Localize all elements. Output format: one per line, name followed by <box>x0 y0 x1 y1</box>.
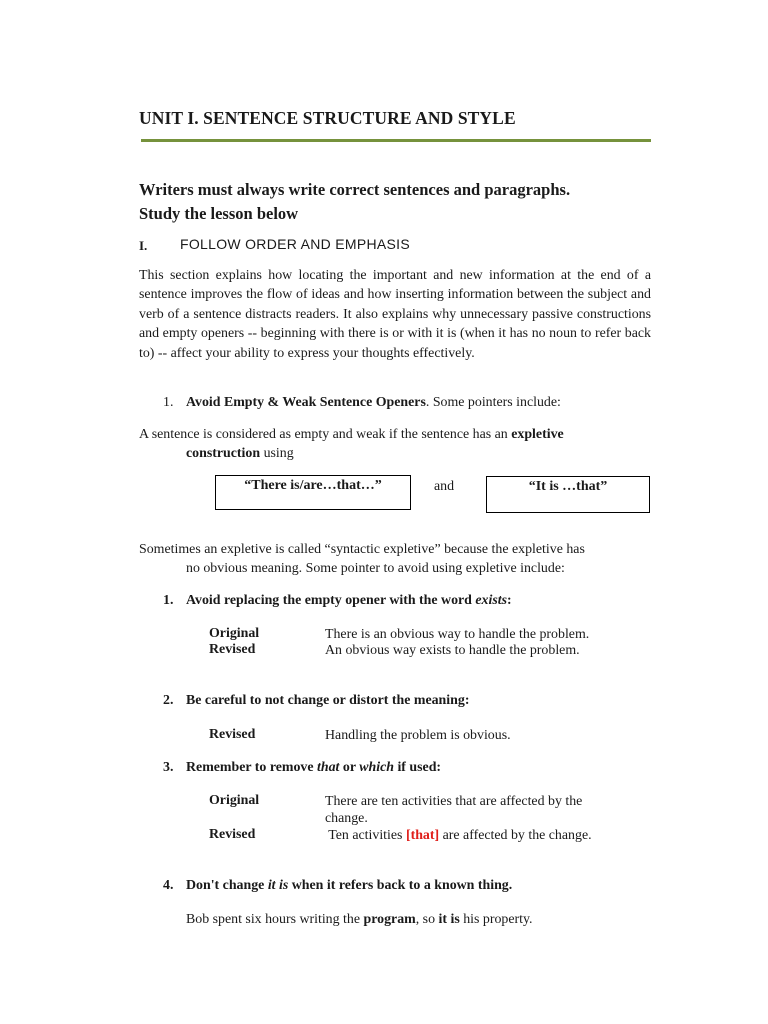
subheading-line-2: Study the lesson below <box>139 204 299 223</box>
expletive-line-1 <box>139 427 564 443</box>
example-text-pre: Ten activities <box>325 828 406 843</box>
rule-1-heading-post: : <box>507 593 512 608</box>
item-1-number: 1. <box>163 395 174 410</box>
expletive-term: expletive <box>511 427 564 442</box>
rule-4-example-post: his property. <box>459 912 533 927</box>
rule-4-number: 4. <box>163 878 174 893</box>
rule-3-heading-em2: which <box>359 760 394 775</box>
rule-1-number: 1. <box>163 593 174 608</box>
item-1-heading: Avoid Empty & Weak Sentence Openers <box>186 395 426 410</box>
expletive-box-there-is: “There is/are…that…” <box>215 475 411 510</box>
example-label: Revised <box>209 642 256 657</box>
subheading <box>139 178 699 226</box>
example-text: There are ten activities that are affected by the change. <box>325 794 583 826</box>
construction-term: construction <box>186 446 261 461</box>
rule-4-heading-em: it is <box>267 878 289 893</box>
example-text: Handling the problem is obvious. <box>325 728 511 743</box>
rule-3-heading-post: if used: <box>393 760 442 775</box>
syntactic-line-2: no obvious meaning. Some pointer to avoid using expletive include: <box>186 561 565 576</box>
rule-3-number: 3. <box>163 760 174 775</box>
section-title: FOLLOW ORDER AND EMPHASIS <box>180 236 410 252</box>
rule-2-number: 2. <box>163 693 174 708</box>
example-label: Original <box>209 626 260 641</box>
rule-4-heading-post: when it refers back to a known thing. <box>288 878 513 893</box>
item-1 <box>186 395 561 411</box>
rule-1-heading-pre: Avoid replacing the empty opener with the word <box>186 593 476 608</box>
intro-paragraph: This section explains how locating the important and new information at the end of a sentence improves the flow of ideas and how inserting information between the subject and verb of a sentence distracts readers. It also explains why unnecessary passive constructions and empty openers -- beginning with there is or with it is (when it has no noun to refer back to) -- affect your ability to express your thoughts effectively. <box>139 268 651 361</box>
section-number: I. <box>139 238 148 253</box>
syntactic-line-1: Sometimes an expletive is called “syntactic expletive” because the expletive has <box>139 542 585 557</box>
rule-4-example-pre: Bob spent six hours writing the <box>186 912 364 927</box>
title-divider <box>141 139 651 142</box>
rule-3-heading-em1: that <box>317 760 340 775</box>
example-text: An obvious way exists to handle the problem. <box>325 643 580 658</box>
rule-1-heading-em: exists <box>475 593 508 608</box>
rule-4-example-mid: , so <box>415 912 439 927</box>
example-text-post: are affected by the change. <box>439 828 592 843</box>
rule-3-heading <box>186 760 441 776</box>
rule-4-example-bold1: program <box>363 912 416 927</box>
rule-4-heading-pre: Don't change <box>186 878 268 893</box>
example-text: There is an obvious way to handle the problem. <box>325 627 590 642</box>
rule-2-heading: Be careful to not change or distort the meaning: <box>186 693 470 708</box>
expletive-pre: A sentence is considered as empty and weak if the sentence has an <box>139 427 512 442</box>
page-title: UNIT I. SENTENCE STRUCTURE AND STYLE <box>139 108 516 128</box>
expletive-post: using <box>260 446 294 461</box>
example-text <box>325 827 592 844</box>
rule-4-example-bold2: it is <box>438 912 460 927</box>
expletive-box-it-is: “It is …that” <box>486 476 650 513</box>
item-1-rest: . Some pointers include: <box>425 395 561 410</box>
rule-4-example <box>186 912 533 928</box>
subheading-line-1: Writers must always write correct sentences and paragraphs. <box>139 180 571 199</box>
rule-1-heading <box>186 593 512 609</box>
rule-3-heading-mid: or <box>339 760 360 775</box>
example-label: Revised <box>209 827 256 842</box>
rule-4-heading <box>186 878 512 894</box>
example-label: Original <box>209 793 260 808</box>
and-word: and <box>434 479 455 494</box>
example-label: Revised <box>209 727 256 742</box>
rule-3-heading-pre: Remember to remove <box>186 760 318 775</box>
expletive-line-2 <box>186 446 294 462</box>
removed-word-highlight: [that] <box>405 828 440 843</box>
